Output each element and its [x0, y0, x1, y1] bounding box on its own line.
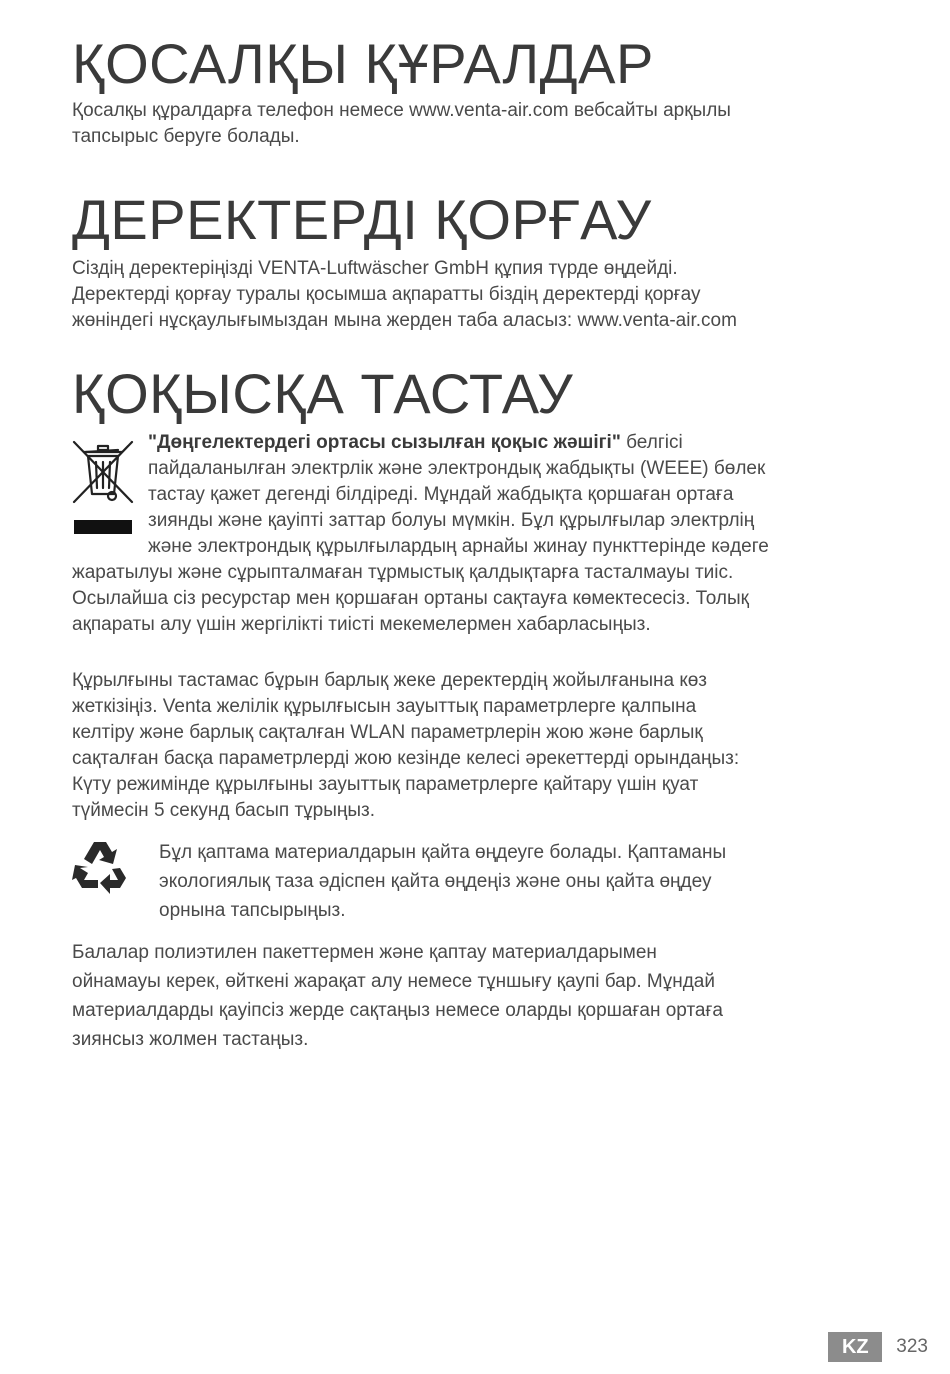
reset-line: түймесін 5 секунд басып тұрыңыз. — [72, 800, 376, 821]
accessories-line: тапсырыс беруге болады. — [72, 126, 300, 147]
accessories-line: Қосалқы құралдарға телефон немесе www.venta-air.com вебсайты арқылы — [72, 100, 731, 121]
factory-reset-paragraph — [72, 668, 739, 824]
weee-line: Осылайша сіз ресурстар мен қоршаған ортаны сақтауға көмектесесіз. Толық — [72, 588, 749, 609]
data-protection-paragraph — [72, 256, 737, 334]
children-line: зиянсыз жолмен тастаңыз. — [72, 1029, 309, 1050]
weee-line: жаратылуы және сұрыпталмаған тұрмыстық қалдықтарға тасталмауы тиіс. — [72, 562, 734, 583]
reset-line: жеткізіңіз. Venta желілік құрылғысын зауыттық параметрлерге қалпына — [72, 696, 697, 717]
page-footer — [828, 1332, 928, 1362]
reset-line: Күту режимінде құрылғыны зауыттық параметрлерге қайтару үшін қуат — [72, 774, 699, 795]
recycle-paragraph — [159, 838, 878, 925]
recycle-line: экологиялық таза әдіспен қайта өңдеңіз және оны қайта өңдеу — [159, 871, 712, 892]
disposal-heading: ҚОҚЫСҚА ТАСТАУ — [72, 362, 574, 425]
data-protection-line: жөніндегі нұсқаулығымыздан мына жерден таба аласыз: www.venta-air.com — [72, 310, 737, 331]
recycle-line: орнына тапсырыңыз. — [159, 900, 346, 921]
accessories-paragraph — [72, 98, 731, 150]
weee-paragraph — [72, 430, 878, 638]
weee-symbol-name: "Дөңгелектердегі ортасы сызылған қоқыс жәшігі" — [148, 432, 621, 453]
weee-line: зиянды және қауіпті заттар болуы мүмкін. Бұл құрылғылар электрлің — [148, 510, 755, 531]
children-line: ойнамауы керек, өйткені жарақат алу немесе тұншығу қаупі бар. Мұндай — [72, 971, 715, 992]
weee-line: ақпараты алу үшін жергілікті тиісті мекемелермен хабарласыңыз. — [72, 614, 651, 635]
data-protection-line: Сіздің деректеріңізді VENTA-Luftwäscher GmbH құпия түрде өңдейді. — [72, 258, 678, 279]
language-badge: KZ — [828, 1332, 882, 1362]
accessories-heading: ҚОСАЛҚЫ ҚҰРАЛДАР — [72, 32, 654, 95]
reset-line: келтіру және барлық сақталған WLAN параметрлерін жою және барлық — [72, 722, 703, 743]
weee-line: белгісі — [620, 432, 683, 453]
data-protection-heading: ДЕРЕКТЕРДІ ҚОРҒАУ — [72, 188, 652, 251]
children-line: Балалар полиэтилен пакеттермен және қаптау материалдарымен — [72, 942, 657, 963]
recycle-arrows-icon — [72, 838, 128, 894]
data-protection-line: Деректерді қорғау туралы қосымша ақпаратты біздің деректерді қорғау — [72, 284, 701, 305]
reset-line: сақталған басқа параметрлерді жою кезінде келесі әрекеттерді орындаңыз: — [72, 748, 740, 769]
reset-line: Құрылғыны тастамас бұрын барлық жеке деректердің жойылғанына көз — [72, 670, 707, 691]
recycle-block — [72, 838, 878, 925]
weee-line: тастау қажет дегенді білдіреді. Мұндай жабдықта қоршаған ортаға — [148, 484, 734, 505]
children-warning-paragraph — [72, 938, 723, 1054]
weee-line: пайдаланылған электрлік және электрондық жабдықты (WEEE) бөлек — [148, 458, 766, 479]
crossed-out-wheelie-bin-icon — [72, 434, 136, 538]
page-number: 323 — [896, 1336, 928, 1357]
children-line: материалдарды қауіпсіз жерде сақтаңыз немесе оларды қоршаған ортаға — [72, 1000, 723, 1021]
weee-block — [72, 430, 878, 638]
recycle-line: Бұл қаптама материалдарын қайта өңдеуге болады. Қаптаманы — [159, 842, 727, 863]
weee-line: және электрондық құрылғылардың арнайы жинау пункттерінде кәдеге — [148, 536, 769, 557]
